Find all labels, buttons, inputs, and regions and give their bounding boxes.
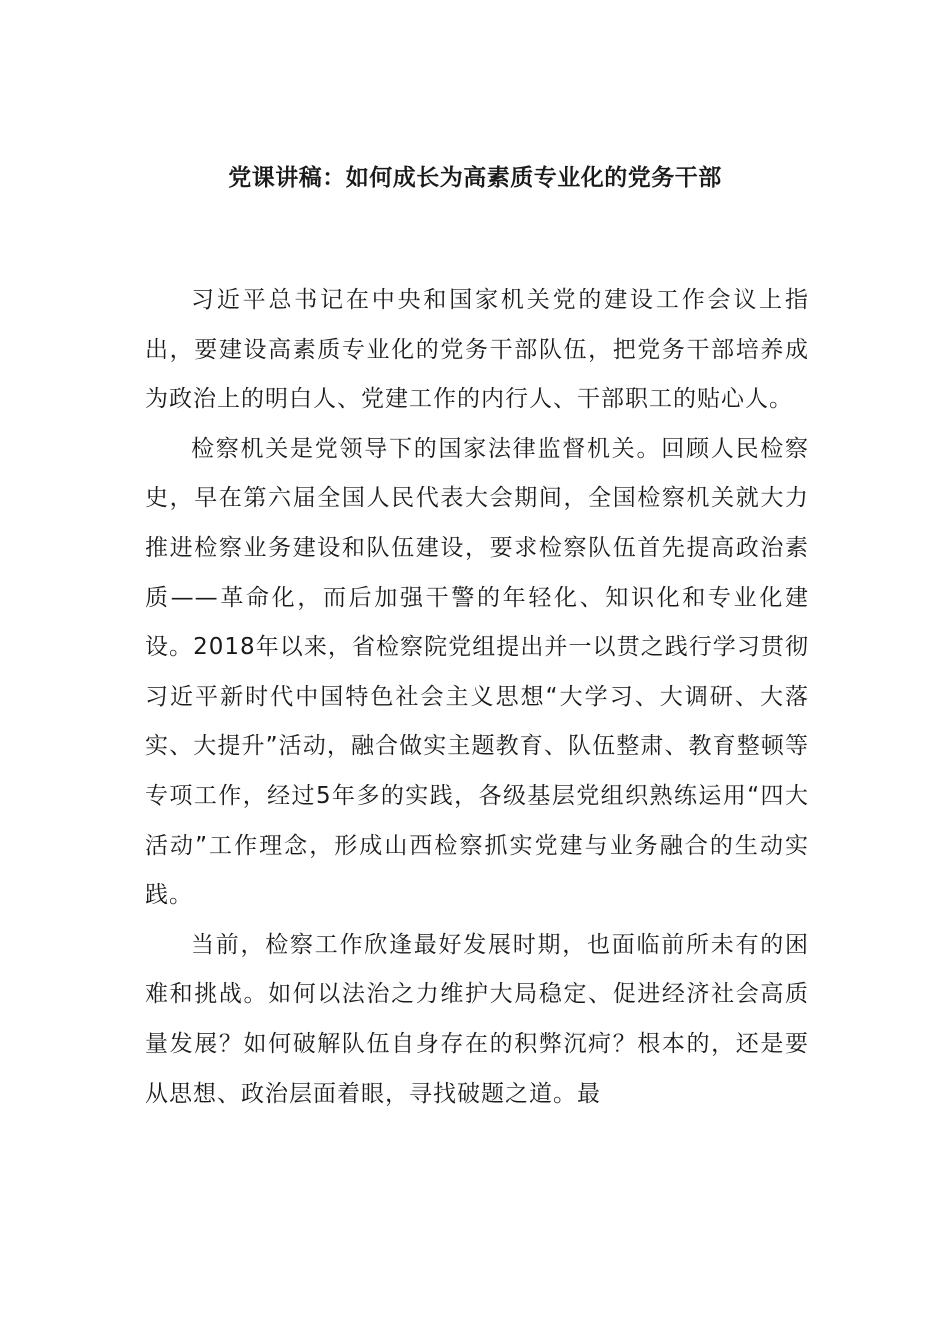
paragraph-3: 当前，检察工作欣逢最好发展时期，也面临前所未有的困难和挑战。如何以法治之力维护大局稳定、促进经济社会高质量发展？如何破解队伍自身存在的积弊沉疴？根本的，还是要从思想、政治层面着眼，寻找破题之道。最	[145, 931, 809, 1107]
document-title: 党课讲稿：如何成长为高素质专业化的党务干部	[228, 165, 722, 191]
document-body	[145, 276, 809, 1119]
paragraph-1: 习近平总书记在中央和国家机关党的建设工作会议上指出，要建设高素质专业化的党务干部队伍，把党务干部培养成为政治上的明白人、党建工作的内行人、干部职工的贴心人。	[145, 287, 809, 413]
paragraph-2: 检察机关是党领导下的国家法律监督机关。回顾人民检察史，早在第六届全国人民代表大会期间，全国检察机关就大力推进检察业务建设和队伍建设，要求检察队伍首先提高政治素质——革命化，而后加强干警的年轻化、知识化和专业化建设。2018年以来，省检察院党组提出并一以贯之践行学习贯彻习近平新时代中国特色社会主义思想“大学习、大调研、大落实、大提升”活动，融合做实主题教育、队伍整肃、教育整顿等专项工作，经过5年多的实践，各级基层党组织熟练运用“四大活动”工作理念，形成山西检察抓实党建与业务融合的生动实践。	[145, 435, 809, 909]
